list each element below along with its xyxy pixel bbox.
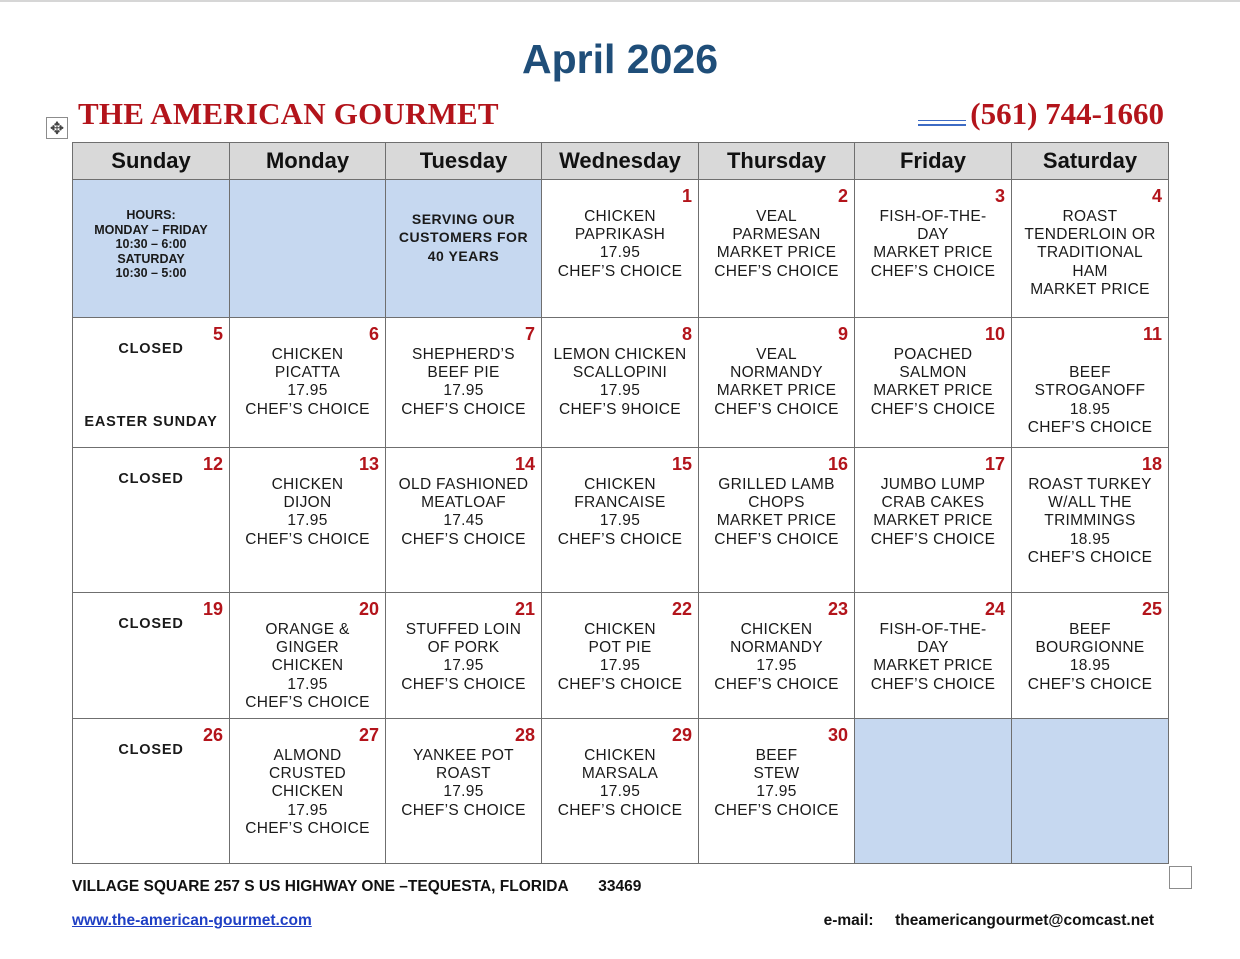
menu-line: 17.95 xyxy=(599,512,641,530)
top-border xyxy=(0,0,1240,2)
menu-line: SALMON xyxy=(899,364,967,382)
menu-line: 17.45 xyxy=(443,512,484,530)
day-number: 4 xyxy=(1151,186,1162,206)
note-line: CUSTOMERS FOR xyxy=(398,229,529,246)
day-cell xyxy=(855,318,1012,448)
day-number: 27 xyxy=(358,725,379,745)
hours-line: SATURDAY xyxy=(117,251,185,266)
address-text: VILLAGE SQUARE 257 S US HIGHWAY ONE –TEQUESTA, FLORIDA xyxy=(72,878,569,895)
day-cell xyxy=(1012,448,1169,593)
menu-line: MARKET PRICE xyxy=(716,512,837,530)
menu-line: TRADITIONAL xyxy=(1037,244,1143,262)
day-cell xyxy=(73,719,230,864)
day-cell xyxy=(73,318,230,448)
menu-line: DIJON xyxy=(283,494,332,512)
day-cell xyxy=(855,448,1012,593)
menu-line: CHICKEN xyxy=(584,476,656,493)
weekday-header: Saturday xyxy=(1012,143,1169,180)
day-number: 8 xyxy=(681,324,692,344)
menu-line: ALMOND xyxy=(273,747,342,764)
footer-address xyxy=(72,878,641,896)
day-number: 13 xyxy=(358,454,379,474)
menu-line: POACHED xyxy=(893,346,973,363)
day-number: 18 xyxy=(1141,454,1162,474)
day-cell xyxy=(386,593,542,719)
phone-underline-decoration xyxy=(918,116,966,126)
menu-line: CHEF’S CHOICE xyxy=(245,400,370,418)
hours-text xyxy=(73,180,229,281)
hours-line: 10:30 – 5:00 xyxy=(115,266,187,281)
day-cell xyxy=(230,318,386,448)
anniversary-note-cell xyxy=(386,180,542,318)
menu-line: PARMESAN xyxy=(732,226,821,244)
day-number: 17 xyxy=(984,454,1005,474)
menu-line: MARKET PRICE xyxy=(716,382,837,400)
empty-day-cell xyxy=(230,180,386,318)
menu-line: PAPRIKASH xyxy=(574,226,666,244)
menu-item xyxy=(542,318,698,419)
day-cell xyxy=(1012,318,1169,448)
menu-line: NORMANDY xyxy=(730,364,823,382)
menu-line: CHICKEN xyxy=(271,657,344,675)
menu-line: FRANCAISE xyxy=(574,494,666,512)
resize-square-icon[interactable] xyxy=(1169,866,1192,889)
menu-line: CHEF’S CHOICE xyxy=(245,819,370,837)
menu-line: LEMON CHICKEN xyxy=(553,346,687,363)
menu-line: 17.95 xyxy=(599,244,641,262)
menu-line: ORANGE & xyxy=(265,621,350,638)
day-number: 20 xyxy=(358,599,379,619)
menu-line: TENDERLOIN OR xyxy=(1024,226,1156,244)
day-cell xyxy=(73,593,230,719)
closed-label: CLOSED xyxy=(118,471,184,487)
closed-label: CLOSED xyxy=(118,341,184,357)
day-number: 3 xyxy=(994,186,1005,206)
menu-line: PICATTA xyxy=(274,364,341,382)
menu-line: STEW xyxy=(753,765,800,783)
menu-line: 17.95 xyxy=(756,657,797,675)
menu-line: CHICKEN xyxy=(584,747,656,764)
day-number: 26 xyxy=(202,725,223,745)
menu-line: BEEF xyxy=(1069,364,1111,382)
menu-line: YANKEE POT xyxy=(413,747,514,764)
menu-line: GINGER xyxy=(276,639,339,657)
note-line: 40 YEARS xyxy=(427,247,500,264)
phone-block xyxy=(918,96,1164,132)
menu-line: CHEF’S CHOICE xyxy=(401,801,526,819)
menu-line: TRIMMINGS xyxy=(1044,512,1136,530)
day-cell xyxy=(542,448,699,593)
day-cell xyxy=(230,448,386,593)
menu-line: CRAB CAKES xyxy=(881,494,985,512)
menu-line: 17.95 xyxy=(599,382,641,400)
day-cell xyxy=(230,593,386,719)
menu-line: SCALLOPINI xyxy=(572,364,668,382)
menu-line: ROAST xyxy=(436,765,491,783)
phone-number: (561) 744-1660 xyxy=(970,96,1164,131)
menu-line: CHEF’S CHOICE xyxy=(557,530,683,548)
week-row xyxy=(73,180,1169,318)
business-name: THE AMERICAN GOURMET xyxy=(78,96,499,131)
menu-line: 17.95 xyxy=(287,382,328,400)
menu-line: 18.95 xyxy=(1069,400,1111,418)
weekday-header: Sunday xyxy=(73,143,230,180)
menu-line: CHICKEN xyxy=(584,208,656,225)
day-number: 14 xyxy=(514,454,535,474)
holiday-label: EASTER SUNDAY xyxy=(84,414,218,430)
hours-line: MONDAY – FRIDAY xyxy=(94,222,208,237)
day-number: 22 xyxy=(671,599,692,619)
menu-line: ROAST TURKEY xyxy=(1028,476,1152,493)
menu-line: MARKET PRICE xyxy=(873,512,993,530)
menu-line: NORMANDY xyxy=(730,639,823,657)
menu-line: CHICKEN xyxy=(271,476,344,493)
day-cell xyxy=(542,180,699,318)
footer-email xyxy=(824,912,1154,930)
menu-line: JUMBO LUMP xyxy=(880,476,986,493)
email-address[interactable]: theamericangourmet@comcast.net xyxy=(895,912,1154,929)
day-cell xyxy=(386,719,542,864)
weekday-header: Wednesday xyxy=(542,143,699,180)
day-number: 10 xyxy=(984,324,1005,344)
anniversary-note xyxy=(386,180,541,265)
week-row xyxy=(73,318,1169,448)
day-number: 16 xyxy=(827,454,848,474)
menu-line: STUFFED LOIN xyxy=(405,621,522,638)
menu-line: CHEF’S CHOICE xyxy=(557,801,683,819)
menu-line: CHICKEN xyxy=(584,621,656,638)
menu-item xyxy=(855,180,1011,281)
menu-line: HAM xyxy=(1072,262,1108,280)
menu-line: CHEF’S CHOICE xyxy=(245,530,370,548)
day-cell xyxy=(699,180,855,318)
menu-line: 18.95 xyxy=(1069,530,1111,548)
day-number: 21 xyxy=(514,599,535,619)
day-cell xyxy=(855,180,1012,318)
menu-line: CHEF’S CHOICE xyxy=(557,262,683,280)
page-title: April 2026 xyxy=(522,36,718,82)
menu-line: BEEF xyxy=(1069,621,1111,638)
menu-line: CHEF’S CHOICE xyxy=(714,400,839,418)
menu-line: CHEF’S CHOICE xyxy=(714,262,839,280)
menu-line: CHEF’S CHOICE xyxy=(401,400,526,418)
menu-line: 17.95 xyxy=(599,783,641,801)
menu-line: CHEF’S CHOICE xyxy=(1027,418,1153,436)
menu-line: SHEPHERD’S xyxy=(412,346,515,363)
menu-line: CHEF’S CHOICE xyxy=(870,262,996,280)
menu-line: VEAL xyxy=(756,208,797,225)
menu-line: CHEF’S CHOICE xyxy=(401,675,526,693)
zip-code: 33469 xyxy=(598,878,642,895)
day-cell xyxy=(386,448,542,593)
menu-line: MARKET PRICE xyxy=(716,244,837,262)
menu-line: W/ALL THE xyxy=(1048,494,1132,512)
menu-line: 17.95 xyxy=(443,783,484,801)
menu-line: FISH-OF-THE- xyxy=(879,208,987,225)
weekday-header: Tuesday xyxy=(386,143,542,180)
menu-line: CHEF’S CHOICE xyxy=(870,675,996,693)
menu-line: CHEF’S CHOICE xyxy=(714,675,839,693)
week-row xyxy=(73,593,1169,719)
day-number: 12 xyxy=(202,454,223,474)
day-cell xyxy=(542,719,699,864)
menu-line: CHOPS xyxy=(748,494,805,512)
menu-line: POT PIE xyxy=(588,639,652,657)
website-link[interactable]: www.the-american-gourmet.com xyxy=(72,912,312,929)
move-arrows-icon[interactable]: ✥ xyxy=(46,117,68,139)
weekday-header-row xyxy=(73,143,1169,180)
menu-line: STROGANOFF xyxy=(1034,382,1146,400)
menu-line: CHEF’S CHOICE xyxy=(714,530,839,548)
menu-line: OLD FASHIONED xyxy=(398,476,529,493)
menu-line: 17.95 xyxy=(756,783,797,801)
closed-label: CLOSED xyxy=(118,742,184,758)
menu-item xyxy=(699,318,854,419)
day-number: 30 xyxy=(827,725,848,745)
day-cell xyxy=(699,719,855,864)
day-number: 28 xyxy=(514,725,535,745)
day-cell xyxy=(73,448,230,593)
menu-line: 17.95 xyxy=(599,657,641,675)
day-cell xyxy=(699,448,855,593)
calendar-table xyxy=(72,142,1169,864)
menu-line: FISH-OF-THE- xyxy=(879,621,987,638)
hours-line: HOURS: xyxy=(126,208,176,222)
day-cell xyxy=(699,318,855,448)
email-label: e-mail: xyxy=(823,912,874,929)
menu-line: 17.95 xyxy=(287,512,328,530)
menu-line: CHICKEN xyxy=(740,621,813,638)
menu-line: 17.95 xyxy=(287,675,328,693)
weekday-header: Thursday xyxy=(699,143,855,180)
day-number: 1 xyxy=(681,186,692,206)
day-number: 9 xyxy=(837,324,848,344)
day-number: 11 xyxy=(1142,324,1162,344)
menu-line: CHICKEN xyxy=(271,346,344,363)
menu-line: CHEF’S CHOICE xyxy=(557,675,683,693)
menu-line: BEEF xyxy=(755,747,798,764)
day-number: 6 xyxy=(368,324,379,344)
menu-line: CRUSTED xyxy=(268,765,347,783)
menu-line: MARSALA xyxy=(581,765,659,783)
weekday-header: Friday xyxy=(855,143,1012,180)
menu-line: OF PORK xyxy=(427,639,500,657)
menu-line: CHEF’S CHOICE xyxy=(714,801,839,819)
menu-line: 17.95 xyxy=(443,382,484,400)
day-number: 2 xyxy=(837,186,848,206)
day-number: 15 xyxy=(671,454,692,474)
day-cell xyxy=(542,593,699,719)
menu-line: DAY xyxy=(917,226,949,244)
menu-line: CHEF’S CHOICE xyxy=(870,400,996,418)
menu-line: BOURGIONNE xyxy=(1035,639,1145,657)
day-cell xyxy=(230,719,386,864)
day-number: 5 xyxy=(212,324,223,344)
weekday-header: Monday xyxy=(230,143,386,180)
menu-line: CHEF’S 9HOICE xyxy=(559,400,681,418)
note-line: SERVING OUR xyxy=(411,211,516,227)
day-cell xyxy=(1012,180,1169,318)
week-row xyxy=(73,448,1169,593)
empty-day-cell xyxy=(1012,719,1169,864)
day-cell xyxy=(386,318,542,448)
menu-line: 18.95 xyxy=(1069,657,1111,675)
day-number: 29 xyxy=(671,725,692,745)
hours-line: 10:30 – 6:00 xyxy=(115,237,187,252)
menu-line: CHEF’S CHOICE xyxy=(401,530,526,548)
closed-label: CLOSED xyxy=(118,616,184,632)
menu-line: DAY xyxy=(917,639,949,657)
menu-line: MARKET PRICE xyxy=(873,382,993,400)
day-cell xyxy=(699,593,855,719)
menu-line: 17.95 xyxy=(443,657,484,675)
menu-line: BEEF PIE xyxy=(427,364,500,382)
menu-line: MARKET PRICE xyxy=(1030,280,1150,298)
menu-line: CHEF’S CHOICE xyxy=(1027,548,1153,566)
day-number: 19 xyxy=(202,599,223,619)
menu-line: MARKET PRICE xyxy=(873,657,993,675)
menu-line: VEAL xyxy=(756,346,797,363)
day-cell xyxy=(1012,593,1169,719)
menu-item xyxy=(699,180,854,281)
menu-line: CHEF’S CHOICE xyxy=(245,693,370,711)
day-number: 23 xyxy=(827,599,848,619)
week-row xyxy=(73,719,1169,864)
day-cell xyxy=(542,318,699,448)
menu-item xyxy=(386,318,541,419)
day-number: 7 xyxy=(524,324,535,344)
menu-line: CHEF’S CHOICE xyxy=(1027,675,1153,693)
menu-line: MEATLOAF xyxy=(421,494,506,512)
hours-cell xyxy=(73,180,230,318)
empty-day-cell xyxy=(855,719,1012,864)
menu-line: CHICKEN xyxy=(271,783,344,801)
menu-line xyxy=(1012,346,1168,364)
menu-item xyxy=(230,318,385,419)
day-number: 24 xyxy=(984,599,1005,619)
day-number: 25 xyxy=(1141,599,1162,619)
day-cell xyxy=(855,593,1012,719)
menu-line: 17.95 xyxy=(287,801,328,819)
menu-line: MARKET PRICE xyxy=(873,244,993,262)
menu-item xyxy=(1012,180,1168,299)
menu-line: CHEF’S CHOICE xyxy=(870,530,996,548)
menu-line: GRILLED LAMB xyxy=(718,476,835,493)
menu-line: ROAST xyxy=(1062,208,1118,225)
menu-item xyxy=(542,180,698,281)
